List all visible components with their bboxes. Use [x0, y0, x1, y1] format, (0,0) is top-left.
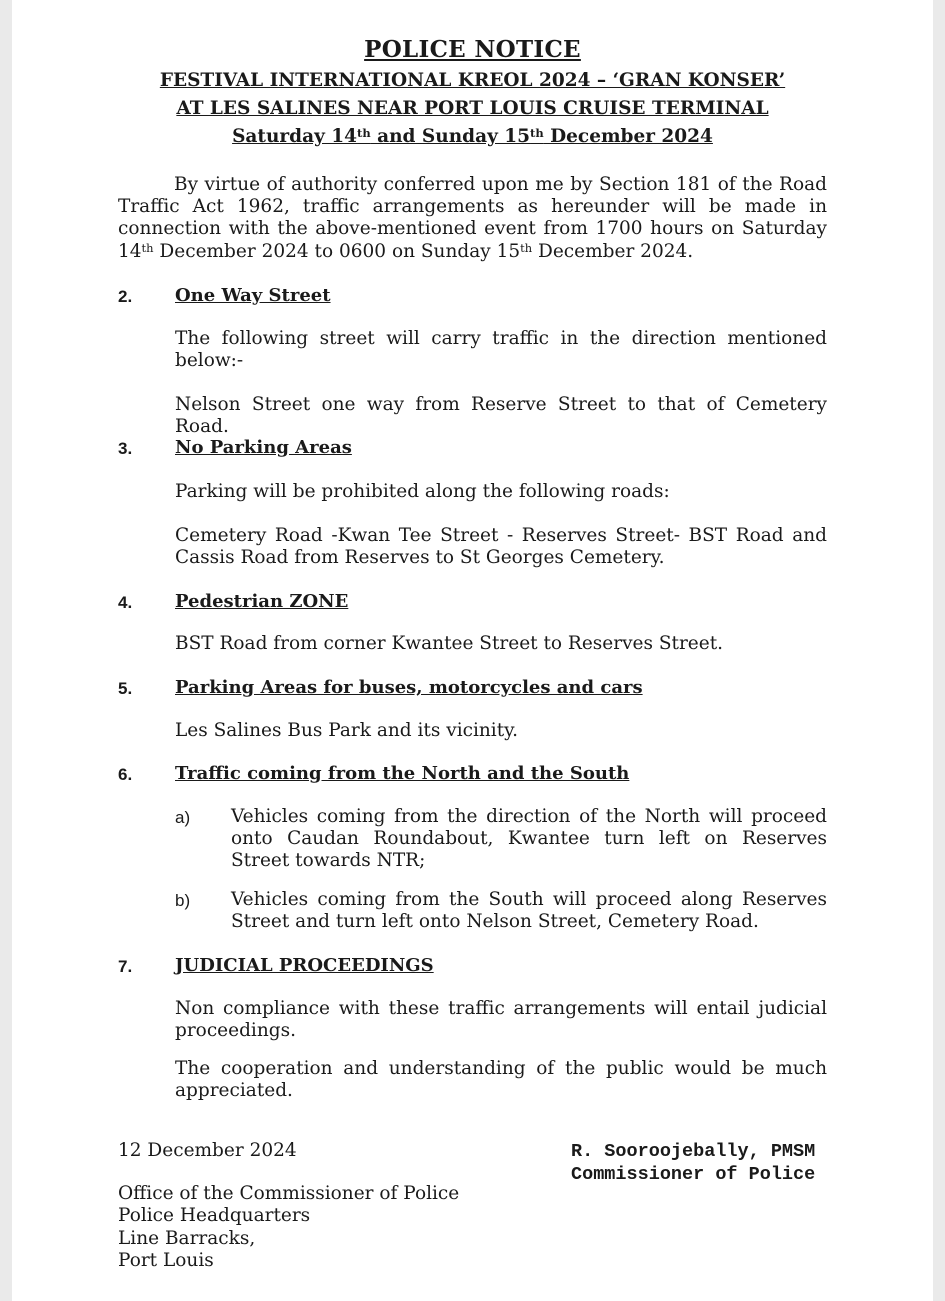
sub-item-text: Vehicles coming from the direction of the North will proceed onto Caudan Roundabout, Kwantee turn left on Reserves Street towards NTR;	[231, 806, 827, 872]
section-heading-no-parking: No Parking Areas	[175, 437, 352, 458]
section-heading-judicial: JUDICIAL PROCEEDINGS	[175, 955, 434, 976]
section-heading-parking-areas: Parking Areas for buses, motorcycles and cars	[175, 677, 643, 698]
section-number: 5.	[118, 679, 133, 698]
section-number: 2.	[118, 287, 133, 306]
event-location: AT LES SALINES NEAR PORT LOUIS CRUISE TERMINAL	[176, 98, 769, 119]
section-paragraph: The following street will carry traffic in the direction mentioned below:-	[175, 328, 827, 372]
page-edge-left	[0, 0, 12, 1301]
sub-item-letter: a)	[175, 808, 191, 827]
address-line: Line Barracks,	[118, 1227, 256, 1249]
notice-title: POLICE NOTICE	[364, 36, 581, 63]
section-paragraph: Nelson Street one way from Reserve Street to that of Cemetery Road.	[175, 394, 827, 438]
section-paragraph: Cemetery Road -Kwan Tee Street - Reserves Street- BST Road and Cassis Road from Reserves to St Georges Cemetery.	[175, 525, 827, 569]
section-paragraph: Les Salines Bus Park and its vicinity.	[175, 720, 519, 741]
signatory-title: Commissioner of Police	[571, 1164, 816, 1185]
sub-item-letter: b)	[175, 891, 191, 910]
section-number: 7.	[118, 957, 133, 976]
section-paragraph: The cooperation and understanding of the public would be much appreciated.	[175, 1058, 827, 1102]
section-paragraph: Non compliance with these traffic arrangements will entail judicial proceedings.	[175, 998, 827, 1042]
address-line: Police Headquarters	[118, 1205, 311, 1227]
section-heading-pedestrian-zone: Pedestrian ZONE	[175, 591, 349, 612]
sub-item-text: Vehicles coming from the South will proceed along Reserves Street and turn left onto Nelson Street, Cemetery Road.	[231, 889, 827, 933]
event-title: FESTIVAL INTERNATIONAL KREOL 2024 – ‘GRAN KONSER’	[159, 70, 786, 91]
section-heading-traffic: Traffic coming from the North and the South	[175, 763, 630, 784]
address-line: Port Louis	[118, 1249, 214, 1271]
intro-paragraph: By virtue of authority conferred upon me by Section 181 of the Road Traffic Act 1962, traffic arrangements as hereunder will be made in connection with the above-mentioned event from 1700 hours on Saturday 14th December 2024 to 0600 on Sunday 15th December 2024.	[118, 174, 827, 262]
section-heading-one-way-street: One Way Street	[175, 285, 331, 306]
office-address	[118, 1183, 459, 1272]
section-paragraph: Parking will be prohibited along the following roads:	[175, 481, 670, 502]
section-number: 3.	[118, 439, 133, 458]
notice-date: 12 December 2024	[118, 1140, 297, 1161]
page-edge-right	[933, 0, 945, 1301]
signature-block	[571, 1140, 815, 1186]
section-paragraph: BST Road from corner Kwantee Street to Reserves Street.	[175, 633, 724, 654]
section-number: 4.	[118, 593, 133, 612]
signatory-name: R. Sooroojebally, PMSM	[571, 1141, 816, 1162]
section-number: 6.	[118, 765, 133, 784]
event-dates: Saturday 14th and Sunday 15th December 2024	[232, 125, 713, 147]
address-line: Office of the Commissioner of Police	[118, 1183, 460, 1204]
